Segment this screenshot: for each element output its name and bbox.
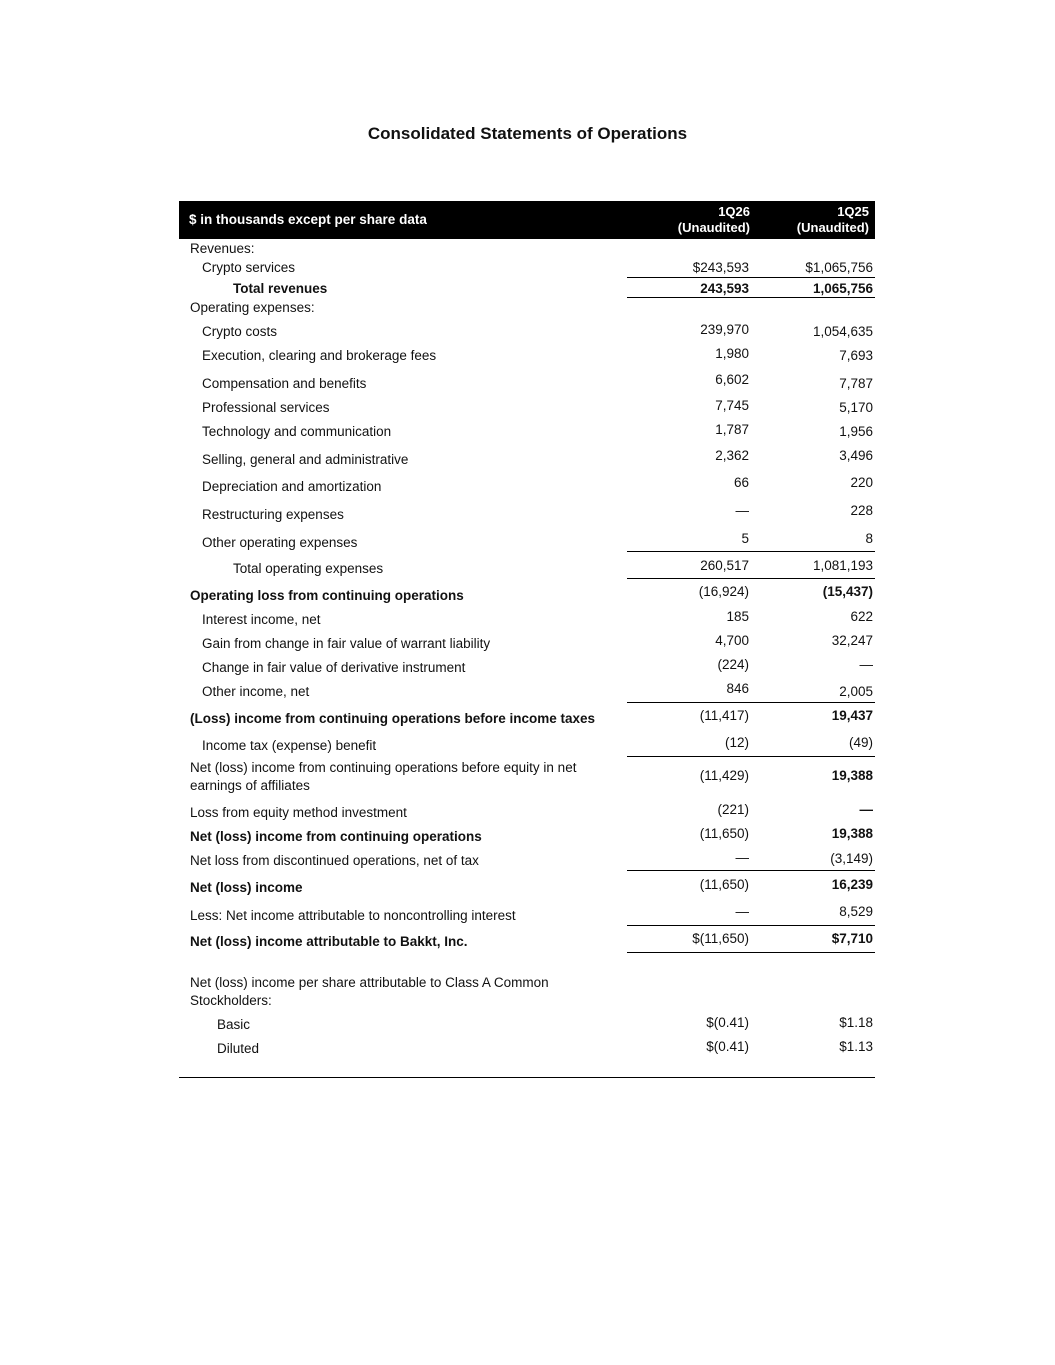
subtotal-rule (627, 870, 875, 871)
header-note: (Unaudited) (796, 220, 869, 235)
value-1q26: (221) (717, 802, 749, 817)
value-1q25: 19,437 (831, 708, 873, 723)
row-label: Selling, general and administrative (202, 452, 409, 467)
row-label: Execution, clearing and brokerage fees (202, 348, 437, 363)
value-1q25: $1.13 (839, 1039, 873, 1054)
value-1q26: 185 (726, 609, 749, 624)
value-1q26: 5 (741, 531, 749, 546)
row-label: Net loss from discontinued operations, net of tax (190, 853, 479, 868)
value-1q26: (11,417) (699, 708, 749, 723)
value-1q26: 4,700 (715, 633, 749, 648)
row-label: Basic (217, 1017, 251, 1032)
row-label: Less: Net income attributable to noncontrolling interest (190, 908, 516, 923)
value-1q26: 260,517 (700, 558, 749, 573)
row-label: Net (loss) income (190, 880, 303, 895)
row-label: Change in fair value of derivative instrument (202, 660, 466, 675)
subtotal-rule (627, 551, 875, 552)
value-1q25: 622 (850, 609, 873, 624)
value-1q26: 6,602 (715, 372, 749, 387)
value-1q26: $(0.41) (706, 1015, 749, 1030)
row-label: Total operating expenses (233, 561, 384, 576)
row-label: Professional services (202, 400, 330, 415)
row-label: Net (loss) income attributable to Bakkt, Inc. (190, 934, 468, 949)
value-1q26: — (735, 904, 749, 919)
value-1q26: 1,787 (715, 422, 749, 437)
value-1q25: 1,065,756 (812, 281, 873, 296)
value-1q26: $243,593 (692, 260, 749, 275)
value-1q25: (15,437) (822, 584, 873, 599)
value-1q25: 5,170 (839, 400, 873, 415)
header-period: 1Q26 (718, 204, 750, 219)
value-1q25: 228 (850, 503, 873, 518)
row-label: Other operating expenses (202, 535, 358, 550)
value-1q25: 7,787 (839, 376, 873, 391)
subtotal-rule (627, 925, 875, 926)
row-label: Diluted (217, 1041, 260, 1056)
header-col-1q26 (678, 204, 750, 236)
table-header (179, 201, 875, 239)
value-1q26: $(11,650) (692, 931, 749, 946)
value-1q26: — (735, 850, 749, 865)
header-col-1q25 (797, 204, 869, 236)
total-rule (627, 297, 875, 298)
row-label: Revenues: (190, 241, 255, 256)
value-1q25: 19,388 (831, 768, 873, 783)
value-1q25: 1,054,635 (812, 324, 873, 339)
value-1q25: — (859, 802, 873, 817)
value-1q25: 32,247 (831, 633, 873, 648)
row-label: Restructuring expenses (202, 507, 344, 522)
row-label: Compensation and benefits (202, 376, 367, 391)
row-label: Operating expenses: (190, 300, 315, 315)
row-label: Income tax (expense) benefit (202, 738, 377, 753)
subtotal-rule (627, 756, 875, 757)
value-1q26: (224) (717, 657, 749, 672)
value-1q26: 243,593 (700, 281, 749, 296)
value-1q26: 1,980 (715, 346, 749, 361)
header-period: 1Q25 (837, 204, 869, 219)
value-1q26: 7,745 (715, 398, 749, 413)
value-1q26: (12) (724, 735, 749, 750)
value-1q25: (49) (848, 735, 873, 750)
row-label: Net (loss) income per share attributable to Class A Common Stockholders: (190, 975, 549, 1008)
value-1q26: 2,362 (715, 448, 749, 463)
row-label: Loss from equity method investment (190, 805, 407, 820)
row-label: Other income, net (202, 684, 310, 699)
value-1q25: $1.18 (839, 1015, 873, 1030)
row-label: Gain from change in fair value of warrant liability (202, 636, 491, 651)
row-label: Technology and communication (202, 424, 392, 439)
value-1q25: $1,065,756 (805, 260, 873, 275)
value-1q26: 239,970 (700, 322, 749, 337)
subtotal-rule (627, 702, 875, 703)
value-1q25: 16,239 (831, 877, 873, 892)
row-label: Operating loss from continuing operations (190, 588, 464, 603)
value-1q26: — (735, 503, 749, 518)
row-label: Total revenues (233, 281, 328, 296)
value-1q25: 1,081,193 (812, 558, 873, 573)
value-1q25: 220 (850, 475, 873, 490)
row-label: Interest income, net (202, 612, 321, 627)
value-1q26: 846 (726, 681, 749, 696)
value-1q26: (11,650) (699, 826, 749, 841)
value-1q25: 2,005 (839, 684, 873, 699)
value-1q25: 8 (865, 531, 873, 546)
row-label: (Loss) income from continuing operations before income taxes (190, 711, 596, 726)
subtotal-rule (627, 277, 875, 278)
header-note: (Unaudited) (677, 220, 750, 235)
total-rule (627, 952, 875, 953)
row-label: Depreciation and amortization (202, 479, 382, 494)
value-1q25: 1,956 (839, 424, 873, 439)
row-label: Net (loss) income from continuing operations before equity in net earnings of affiliates (190, 760, 577, 793)
value-1q25: 8,529 (839, 904, 873, 919)
value-1q26: (16,924) (698, 584, 749, 599)
row-label: Crypto services (202, 260, 296, 275)
page-title: Consolidated Statements of Operations (367, 124, 688, 143)
value-1q25: (3,149) (830, 851, 873, 866)
header-label: $ in thousands except per share data (189, 212, 427, 227)
value-1q26: (11,650) (699, 877, 749, 892)
value-1q25: 7,693 (839, 348, 873, 363)
total-rule (627, 578, 875, 579)
value-1q26: $(0.41) (706, 1039, 749, 1054)
table-bottom-rule (179, 1077, 875, 1078)
value-1q26: (11,429) (699, 768, 749, 783)
value-1q25: — (859, 657, 873, 672)
value-1q25: 3,496 (839, 448, 873, 463)
row-label: Net (loss) income from continuing operations (190, 829, 482, 844)
row-label: Crypto costs (202, 324, 278, 339)
value-1q25: $7,710 (831, 931, 873, 946)
value-1q25: 19,388 (831, 826, 873, 841)
value-1q26: 66 (733, 475, 749, 490)
